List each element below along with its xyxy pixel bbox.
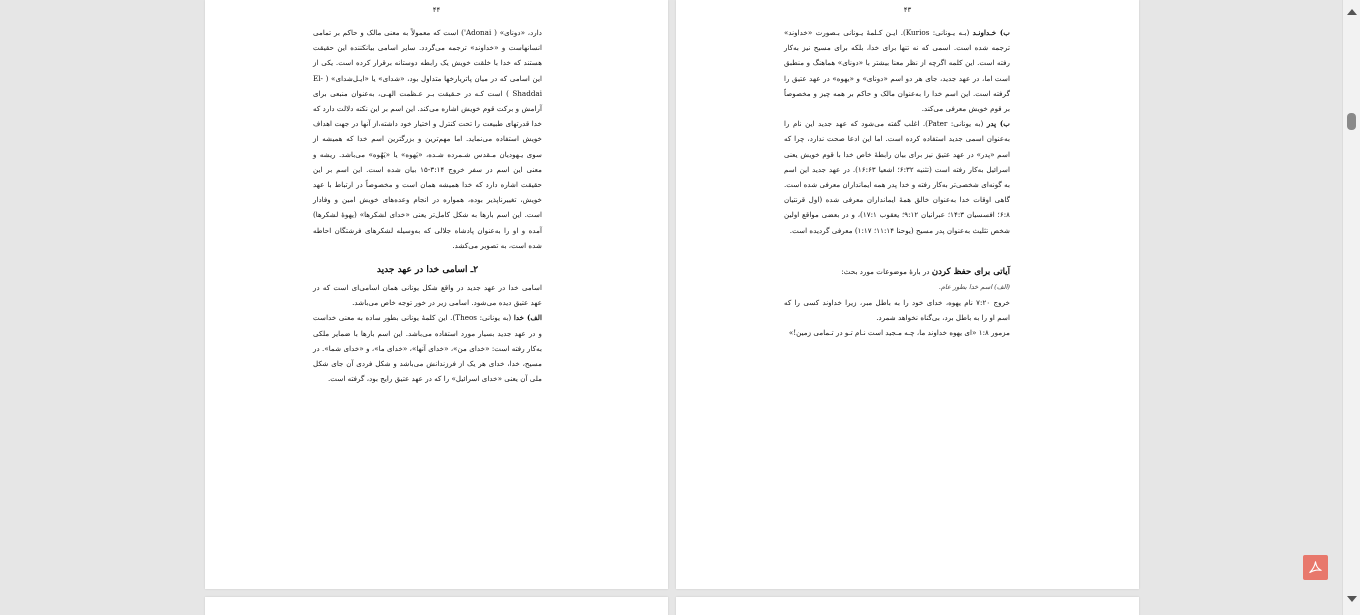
paragraph: دارد، «دونای» ( Adonai') است که معمولاً به معنی مالک و حاکم بر تمامی انسانهاست و «خداوند» ترجمه می‌گردد. سایر اسامی بیانکننده این حقیقت هستند که خدا با خلقت خویش یک رابطه دوستانه برقرار کرده است. یکی از این اسامی که در میان پاتریارخها متداول بود، «شدای» یا «ایـل‌شدای» ( El- Shaddai ) است کـه در حـقیقت بـر عـظمت الهـی، به‌عنوان منبعی برای آرامش و برکت قوم خویش اشاره می‌کند. این اسم بر این نکته دلالت دارد که خدا قدرتهای طبیعت را تحت کنترل و اختیار خود داشته،از آنها در جهت اهداف خویش استفاده می‌نماید. اما مهم‌ترین و بزرگترین اسم خدا که همیشه از سوی یـهودیان مـقدس شـمرده شـده، «یَهوه» یا «یَهُوه» می‌باشد. ریشه و معنی این اسم در سفر خروج ۳:۱۴-۱۵ بیان شده است. این اسم بر این حقیقت اشاره دارد که خدا همیشه همان است و مخصوصاً در ارتباط با عهد خویش، تغییرناپذیر بوده، همواره در انجام وعده‌های خویش امین و وفادار است. این اسم بارها به شکل کامل‌تر یعنی «خدای لشکرها» (یهوهٔ لشکرها) آمده و او را به‌عنوان پادشاه جلالی که به‌وسیله لشکرهای فرشتگان احاطه شده است، به تصویر می‌کشد. xyxy=(313,28,542,250)
paragraph-text: (به یونانی: Pater). اغلب گفته می‌شود که عهد جدید این نام را به‌عنوان اسمی جدید استفاده کرده است. اما این ادعا صحت ندارد، چرا که اسم «پدر» در عهد عتیق نیز برای بیان رابطهٔ خاص خدا با قوم خویش یعنی اسرائیل به‌کار رفته است (تثنیه ۶:۳۲؛ اشعیا ۱۶:۶۳). در عهد جدید این اسم به گونه‌ای شخصی‌تر به‌کار رفته و خدا پدر همه ایمانداران معرفی شده است. گاهی اوقات خدا به‌عنوان خالق همهٔ ایمانداران معرفی شده (اول قرنتیان ۶:۸؛ افسسیان ۱۴:۳؛ عبرانیان ۹:۱۲؛ یعقوب ۱۷:۱)، و در بعضی مواقع اولین شخص تثلیث به‌عنوان پدر مسیح (یوحنا ۱۱:۱۴؛ ۱:۱۷) معرفی گردیده است. xyxy=(784,119,1011,235)
paragraph xyxy=(784,25,1010,116)
subsection-label: ب) خـداونـد xyxy=(972,28,1010,37)
paragraph-text: (بـه یـونانی: Kurios). ایـن کـلمهٔ یـونانی بـصورت «خداوند» ترجمه شده است. اسمی که نه تنها برای خدا، بلکه برای مسیح نیز به‌کار رفته است. این کلمه اگرچه از نظر معنا بیشتر با «دونای» هماهنگ و منطبق است اما، در عهد جدید، جای هر دو اسم «دونای» و «یهوه» در عهد عتیق را گرفته است. این اسم خدا را به‌عنوان مالک و حاکم بر همه چیز و مخصوصاً بر قوم خویش معرفی می‌کند. xyxy=(784,28,1010,114)
document-page-next-left xyxy=(205,597,668,615)
heading-rest: در بارهٔ موضوعات مورد بحث: xyxy=(841,266,932,276)
paragraph: اسامی خدا در عهد جدید در واقع شکل یونانی همان اسامی‌ای است که در عهد عتیق دیده می‌شود. اسامی زیر در خور توجه خاص می‌باشد. xyxy=(313,283,542,308)
section-heading: ۲ـ اسامی خدا در عهد جدید xyxy=(376,265,479,276)
verse: مزمور ۱:۸ «ای یهوه خداوند ما، چـه مـجید است نـام تـو در تـمامی زمین!» xyxy=(788,328,1010,338)
section-heading xyxy=(784,264,1010,280)
adobe-pdf-icon xyxy=(1307,559,1324,576)
document-page-next-right xyxy=(676,597,1139,615)
scroll-up-arrow-icon[interactable] xyxy=(1347,9,1357,15)
scrollbar-thumb[interactable] xyxy=(1347,113,1356,130)
subsection-label: ب) پدر xyxy=(986,119,1010,129)
paragraph-text: (به یونانی: Theos). این کلمهٔ یونانی بطور ساده به معنی خداست و در عهد جدید بسیار مورد استفاده می‌باشد. این اسم بارها با ضمایر ملکی به‌کار رفته است: «خدای من»، «خدای آنها»، «خدای ما»، و «خدای شما». در مسیح، خدا، خدای هر یک از فرزندانش می‌باشد و شکل فردی آن جای شکل ملی آن یعنی «خدای اسرائیل» را که در عهد عتیق رایج بود، گرفته است. xyxy=(313,313,542,384)
page-number: ۴۳ xyxy=(903,6,912,14)
paragraph xyxy=(313,310,542,386)
subsection-label: الف) خدا xyxy=(513,313,542,323)
document-page-left xyxy=(205,0,668,589)
document-page-right xyxy=(676,0,1139,589)
verse: خروج ۷:۲۰ نام یهوه، خدای خود را به باطل مبر، زیرا خداوند کسی را که اسم او را به باطل برد، بی‌گناه نخواهد شمرد. xyxy=(784,298,1010,323)
pdf-open-button[interactable] xyxy=(1303,555,1328,580)
vertical-scrollbar[interactable] xyxy=(1342,0,1360,615)
subsection-caption: (الف) اسم خدا بطور عام. xyxy=(938,282,1010,291)
scroll-down-arrow-icon[interactable] xyxy=(1347,596,1357,602)
right-page-text xyxy=(784,25,1010,341)
paragraph xyxy=(784,116,1010,238)
heading-bold: آیاتی برای حفظ کردن xyxy=(931,266,1010,277)
left-page-text xyxy=(313,25,542,386)
page-number: ۴۴ xyxy=(432,6,441,14)
